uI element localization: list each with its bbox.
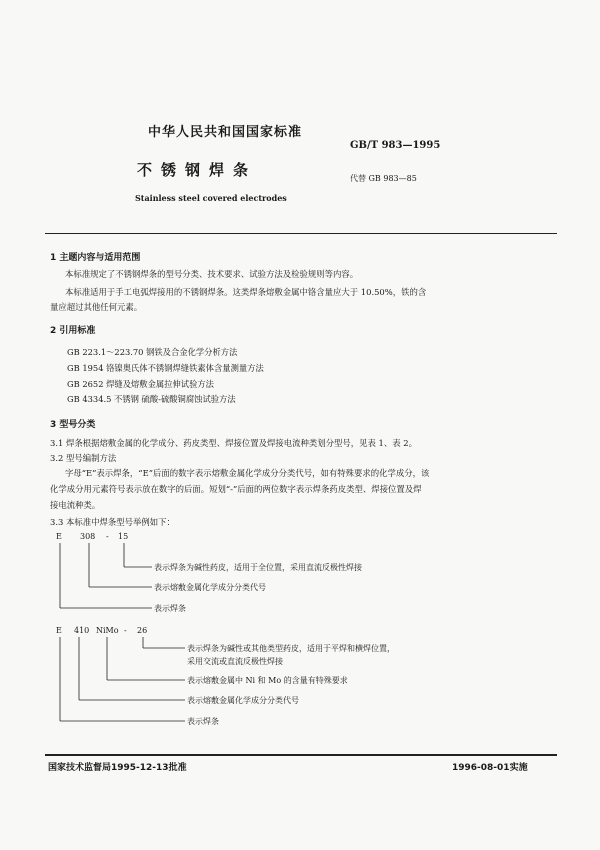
example-1-label-coating: 表示焊条为碱性药皮，适用于全位置，采用直流反极性焊接 [154,563,362,572]
reference-item: GB 223.1～223.70 钢铁及合金化学分析方法 [67,347,238,357]
reference-item: GB 4334.5 不锈钢 硫酸-硫酸铜腐蚀试验方法 [67,394,236,404]
model-letter-e: E [56,532,62,541]
example-2-label-electrode: 表示焊条 [187,717,219,726]
section-1-paragraph-2-line-2: 量应超过其他任何元素。 [50,302,143,312]
section-1-paragraph-1: 本标准规定了不锈钢焊条的型号分类、技术要求、试验方法及检验规则等内容。 [65,269,359,279]
effective-date: 1996-08-01实施 [452,763,528,773]
clause-3-3: 3.3 本标准中焊条型号举例如下： [50,517,175,527]
clause-3-2-heading: 3.2 型号编制方法 [50,453,117,463]
example-2-label-coating-line-2: 采用交流或直流反极性焊接 [187,657,283,666]
clause-3-2-line-3: 接电流种类。 [50,500,101,510]
model-special-elements: NiMo [96,626,119,635]
section-2-heading: 2 引用标准 [50,326,96,336]
clause-3-2-line-1: 字母“E”表示焊条，“E”后面的数字表示熔敷金属化学成分分类代号，如有特殊要求的化学成分，该 [65,468,430,478]
section-1-paragraph-2-line-1: 本标准适用于手工电弧焊接用的不锈钢焊条。这类焊条熔敷金属中铬含量应大于 10.50%，铁的含 [65,287,427,297]
approval-line: 国家技术监督局1995-12-13批准 [48,763,187,773]
english-title: Stainless steel covered electrodes [135,193,287,203]
model-coating-code: 15 [118,532,129,541]
model-coating-code: 26 [137,626,148,635]
model-composition-code: 308 [80,532,96,541]
example-2-label-composition: 表示熔敷金属化学成分分类代号 [187,696,299,705]
example-2-label-special-elements: 表示熔敷金属中 Ni 和 Mo 的含量有特殊要求 [187,676,348,685]
standard-code: GB/T 983—1995 [350,140,441,151]
section-3-heading: 3 型号分类 [50,420,96,430]
reference-item: GB 2652 焊缝及熔敷金属拉伸试验方法 [67,379,214,389]
example-1-label-composition: 表示熔敷金属化学成分分类代号 [154,583,266,592]
issuing-organization: 中华人民共和国国家标准 [148,125,303,140]
reference-item: GB 1954 铬镍奥氏体不锈钢焊缝铁素体含量测量方法 [67,363,264,373]
model-composition-code: 410 [74,626,90,635]
model-letter-e: E [56,626,62,635]
clause-3-1: 3.1 焊条根据熔敷金属的化学成分、药皮类型、焊接位置及焊接电流种类划分型号，见表 1、表 2。 [50,438,417,448]
example-1-label-electrode: 表示焊条 [154,604,186,613]
model-dash: - [106,532,109,541]
clause-3-2-line-2: 化学成分用元素符号表示放在数字的后面。短划“-”后面的两位数字表示焊条药皮类型、焊接位置及焊 [50,484,422,494]
section-1-heading: 1 主题内容与适用范围 [50,253,141,263]
footer-divider [45,754,557,756]
example-2-label-coating-line-1: 表示焊条为碱性或其他类型药皮，适用于平焊和横焊位置， [187,644,395,653]
document-title: 不锈钢焊条 [137,161,258,179]
replaces-standard: 代替 GB 983—85 [350,174,417,183]
model-dash: - [124,626,127,635]
